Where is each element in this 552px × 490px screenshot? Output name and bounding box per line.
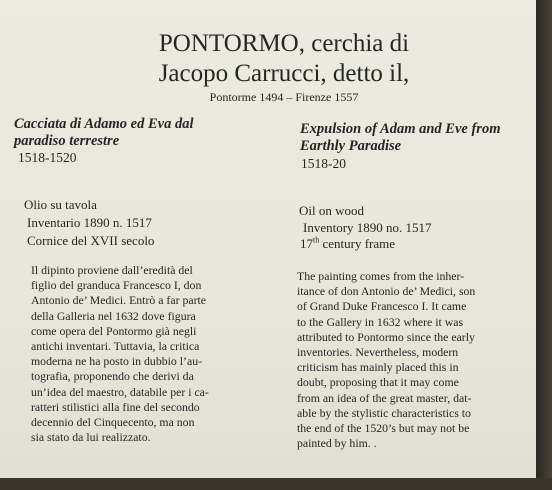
italian-description-line: ratteri stilistici alla fine del secondo [31,399,200,414]
english-description-line: attributed to Pontormo since the early [297,329,475,344]
italian-description-line: come opera del Pontormo già negli [31,323,197,338]
italian-description-line: moderna ne ha posto in dubbio l’au- [31,354,203,369]
italian-title-line-2: paradiso terrestre [14,133,120,149]
english-description-line: painted by him. . [297,436,377,451]
english-description-line: from an idea of the great master, dat- [297,390,472,405]
artist-heading: PONTORMO, cerchia di [158,30,410,57]
english-description-line: inventories. Nevertheless, modern [297,345,459,360]
italian-date: 1518-1520 [18,150,77,165]
italian-frame: Cornice del XVII secolo [27,233,155,248]
artist-dates: Pontorme 1494 – Firenze 1557 [209,90,359,104]
english-frame [300,236,395,252]
italian-description-line: Il dipinto proviene dall’eredità del [31,263,193,277]
english-medium: Oil on wood [299,203,364,218]
italian-inventory: Inventario 1890 n. 1517 [27,215,152,230]
english-frame-ordinal: th [313,235,320,245]
english-description-line: able by the stylistic characteristics to [297,405,471,420]
artist-full-name: Jacopo Carrucci, detto il, [158,60,410,87]
italian-medium: Olio su tavola [24,197,97,212]
english-frame-rest: century frame [319,236,396,251]
english-description-line: the end of the 1520’s but may not be [297,421,470,436]
english-description [297,269,525,451]
english-title-line-2: Earthly Paradise [300,138,402,154]
italian-description-line: un’idea del maestro, databile per i ca- [31,384,209,399]
english-frame-century: 17 [300,236,313,251]
italian-description-line: Antonio de’ Medici. Entrò a far parte [31,293,207,308]
italian-description-line: sia stato da lui realizzato. [31,430,151,445]
english-title-line-1: Expulsion of Adam and Eve from [300,121,501,137]
english-description-line: to the Gallery in 1632 where it was [297,314,464,329]
italian-description-line: figlio del granduca Francesco I, don [31,278,202,293]
english-description-line: doubt, proposing that it may come [297,375,459,390]
english-description-line: itance of don Antonio de’ Medici, son [297,284,476,299]
italian-description [31,263,269,445]
italian-description-line: della Galleria nel 1632 dove figura [31,308,196,323]
italian-description-line: decennio del Cinquecento, ma non [31,415,195,430]
english-inventory: Inventory 1890 no. 1517 [303,220,432,235]
italian-title-line-1: Cacciata di Adamo ed Eva dal [14,116,194,132]
english-description-line: The painting comes from the inher- [297,269,465,283]
italian-description-line: tografia, proponendo che derivi da [31,369,194,384]
english-date: 1518-20 [301,156,346,171]
english-description-line: of Grand Duke Francesco I. It came [297,299,467,314]
wall-shadow [0,478,552,490]
italian-description-line: antichi inventari. Tuttavia, la critica [31,339,200,354]
english-description-line: criticism has mainly placed this in [297,360,459,375]
